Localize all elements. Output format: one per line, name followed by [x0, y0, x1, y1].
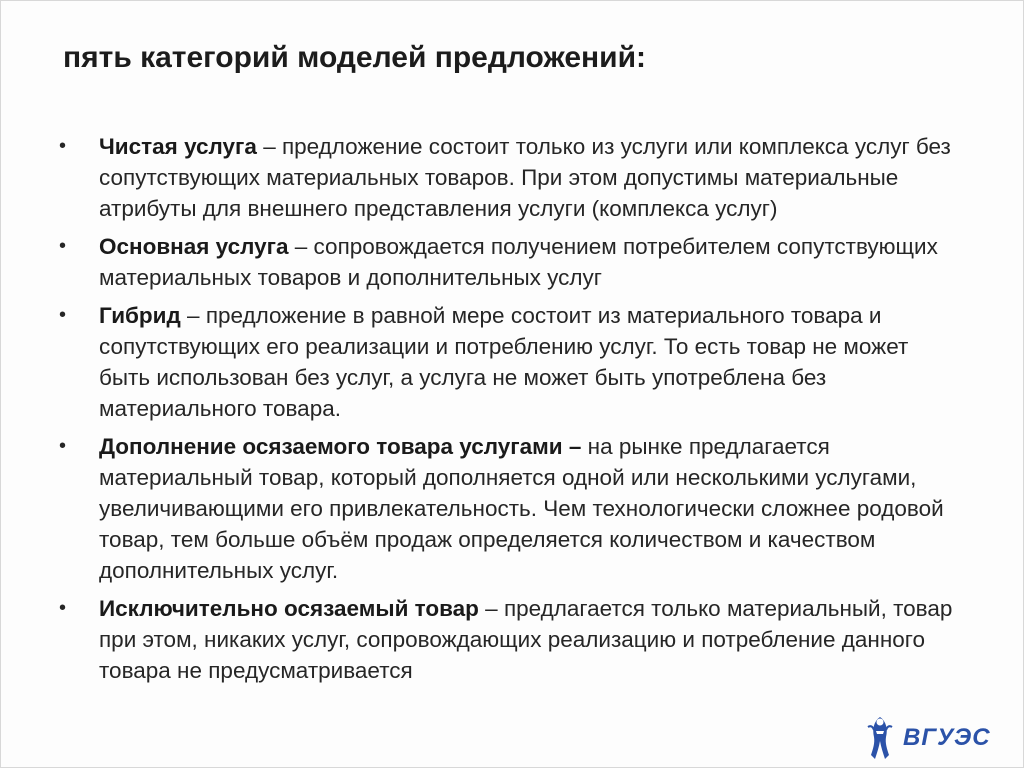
bullet-item-pure-goods [59, 593, 959, 686]
logo-text: ВГУЭС [903, 724, 991, 751]
university-logo [865, 713, 995, 763]
bullet-list [59, 131, 959, 693]
bullet-item-hybrid [59, 300, 959, 424]
item-term: Основная услуга [99, 234, 289, 259]
item-text: – сопровождается получением потребителем сопутствующих материальных товаров и дополнительных услуг [99, 234, 938, 290]
item-text: на рынке предлагается материальный товар, который дополняется одной или несколькими услугами, увеличивающими его привлекательность. Чем технологически сложнее родовой товар, тем больше объём продаж определяется количеством и качеством дополнительных услуг. [99, 434, 944, 583]
item-text: – предложение состоит только из услуги или комплекса услуг без сопутствующих материальных товаров. При этом допустимы материальные атрибуты для внешнего представления услуги (комплекса услуг) [99, 134, 951, 221]
bullet-marker: • [59, 597, 67, 619]
bullet-item-pure-service [59, 131, 959, 224]
item-term: Гибрид [99, 303, 181, 328]
bullet-item-goods-plus-services [59, 431, 959, 586]
slide-title: пять категорий моделей предложений: [63, 41, 647, 74]
item-term: Исключительно осязаемый товар [99, 596, 479, 621]
bullet-marker: • [59, 235, 67, 257]
bullet-marker: • [59, 435, 67, 457]
bullet-marker: • [59, 135, 67, 157]
university-emblem-icon [865, 715, 895, 761]
item-text: – предлагается только материальный, товар при этом, никаких услуг, сопровождающих реализацию и потребление данного товара не предусматривается [99, 596, 953, 683]
bullet-marker: • [59, 304, 67, 326]
item-term: Дополнение осязаемого товара услугами – [99, 434, 582, 459]
bullet-item-main-service [59, 231, 959, 293]
item-term: Чистая услуга [99, 134, 257, 159]
item-text: – предложение в равной мере состоит из материального товара и сопутствующих его реализации и потреблению услуг. То есть товар не может быть использован без услуг, а услуга не может быть употреблена без материального товара. [99, 303, 909, 421]
